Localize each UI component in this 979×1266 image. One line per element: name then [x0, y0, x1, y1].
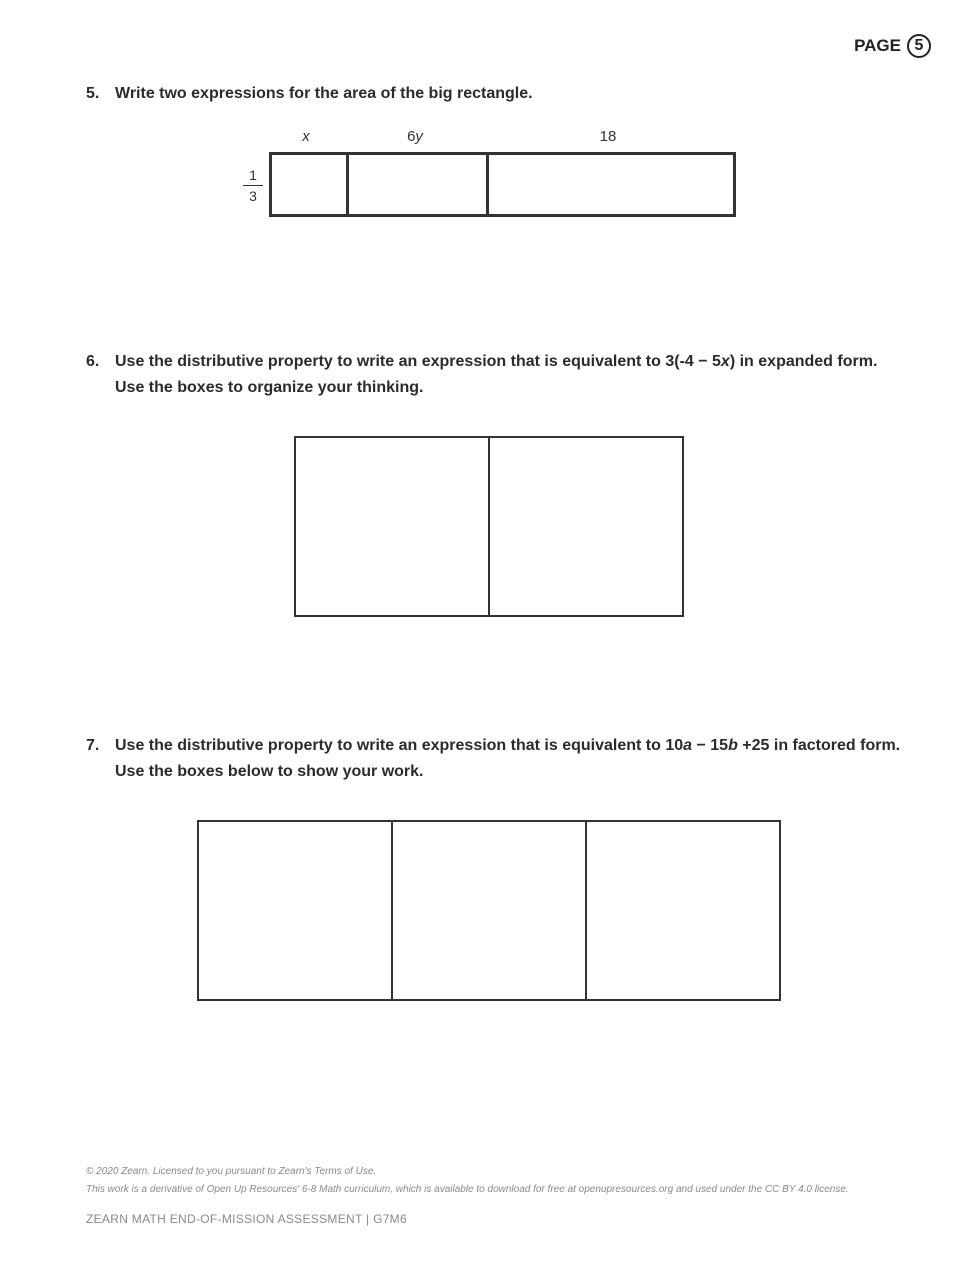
question-5 — [86, 81, 906, 107]
q6-answer-box-2[interactable] — [488, 438, 682, 615]
dim-label-x: x — [302, 128, 310, 145]
question-6 — [86, 349, 906, 401]
page-label: PAGE — [854, 36, 901, 55]
area-cell-x — [272, 155, 346, 214]
footer-copyright: © 2020 Zearn. Licensed to you pursuant to Zearn's Terms of Use. — [86, 1166, 377, 1177]
q6-answer-box-1[interactable] — [296, 438, 488, 615]
question-7-number: 7. — [86, 737, 100, 754]
question-7-text — [115, 733, 906, 759]
dim-label-6y-coef: 6 — [407, 128, 416, 145]
question-6-line2: Use the boxes to organize your thinking. — [115, 379, 424, 396]
fraction-one-third — [243, 167, 263, 205]
area-rectangle — [269, 152, 736, 217]
question-6-var-x: x — [720, 353, 730, 370]
dim-label-6y-var: y — [415, 128, 423, 145]
area-cell-18 — [486, 155, 733, 214]
footer-legal — [86, 1163, 849, 1199]
question-5-number: 5. — [86, 85, 100, 102]
q7-box-group — [197, 820, 781, 1001]
page-indicator — [854, 34, 931, 58]
question-7-var-b: b — [728, 737, 738, 754]
question-7-text-after: +25 in factored form. — [737, 737, 901, 754]
question-7-line2: Use the boxes below to show your work. — [115, 763, 424, 780]
question-6-text-before: Use the distributive property to write an expression that is equivalent to 3(-4 − 5 — [115, 353, 721, 370]
question-7-text-mid: − 15 — [692, 737, 729, 754]
question-6-text — [115, 349, 906, 375]
question-7-text-before: Use the distributive property to write an expression that is equivalent to 10 — [115, 737, 684, 754]
area-cell-6y — [346, 155, 486, 214]
question-7-var-a: a — [683, 737, 693, 754]
question-6-text-after: ) in expanded form. — [729, 353, 878, 370]
q7-answer-box-1[interactable] — [199, 822, 391, 999]
q7-answer-box-2[interactable] — [391, 822, 585, 999]
question-6-number: 6. — [86, 353, 100, 370]
fraction-bar — [243, 185, 263, 186]
dim-label-18: 18 — [599, 128, 617, 145]
question-7 — [86, 733, 906, 785]
q7-answer-box-3[interactable] — [585, 822, 779, 999]
question-5-text: Write two expressions for the area of the big rectangle. — [115, 85, 533, 102]
fraction-denominator: 3 — [249, 188, 257, 204]
footer-assessment-title: ZEARN MATH END-OF-MISSION ASSESSMENT | G7M6 — [86, 1212, 407, 1226]
dim-label-6y — [395, 128, 435, 145]
footer-derivative-notice: This work is a derivative of Open Up Resources' 6-8 Math curriculum, which is available to download for free at openupresources.org and used under the CC BY 4.0 license. — [86, 1184, 849, 1195]
fraction-numerator: 1 — [249, 167, 257, 183]
q6-box-group — [294, 436, 684, 617]
page-number-badge: 5 — [907, 34, 931, 58]
